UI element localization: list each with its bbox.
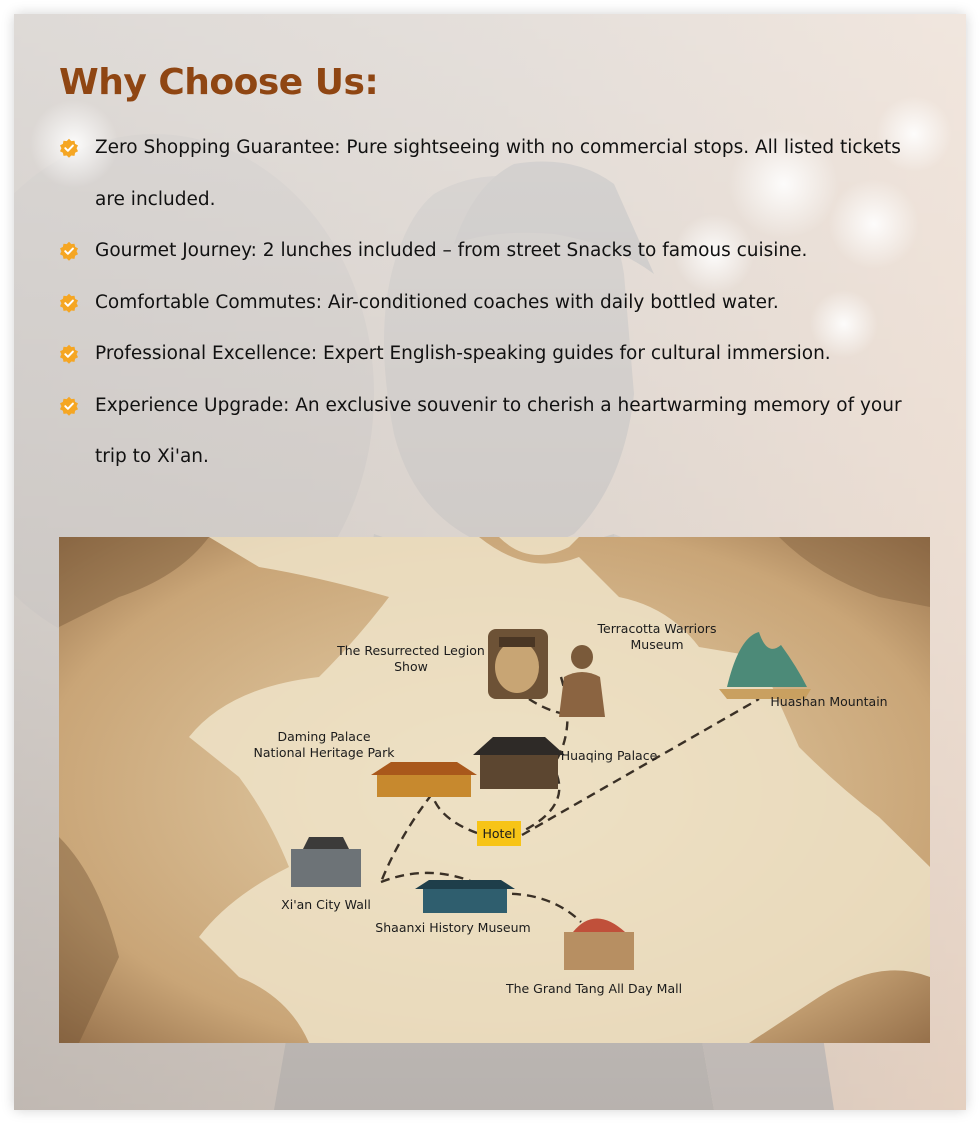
benefit-item — [59, 328, 929, 380]
terracotta-label: Terracotta Warriors Museum — [597, 621, 717, 652]
benefit-text: Gourmet Journey: 2 lunches included – from street Snacks to famous cuisine. — [95, 240, 808, 261]
huaqing-label: Huaqing Palace — [560, 748, 658, 763]
verified-badge-icon — [59, 293, 79, 313]
daming-label: Daming Palace National Heritage Park — [253, 729, 395, 760]
verified-badge-icon — [59, 138, 79, 158]
huashan-label: Huashan Mountain — [770, 694, 888, 709]
benefit-text: Experience Upgrade: An exclusive souvenir to cherish a heartwarming memory of your trip to Xi'an. — [95, 394, 902, 467]
verified-badge-icon — [59, 396, 79, 416]
benefit-text: Comfortable Commutes: Air-conditioned coaches with daily bottled water. — [95, 291, 779, 313]
shaanxi-museum-label: Shaanxi History Museum — [375, 920, 531, 935]
legion-show-label: The Resurrected Legion Show — [337, 643, 485, 674]
benefit-text: Zero Shopping Guarantee: Pure sightseeing with no commercial stops. All listed tickets are included. — [95, 137, 901, 210]
hotel-hub-label: Hotel — [477, 821, 521, 846]
grand-tang-label: The Grand Tang All Day Mall — [505, 981, 683, 996]
benefit-item — [59, 225, 929, 277]
benefit-item — [59, 380, 929, 483]
map-artwork — [59, 537, 930, 1043]
benefit-item — [59, 122, 929, 225]
city-wall-label: Xi'an City Wall — [281, 897, 371, 912]
verified-badge-icon — [59, 241, 79, 261]
benefits-list — [59, 122, 929, 483]
benefit-text: Professional Excellence: Expert English-speaking guides for cultural immersion. — [95, 343, 831, 364]
legion-show-illustration — [488, 629, 548, 699]
itinerary-map — [59, 537, 930, 1043]
promo-page — [14, 14, 966, 1110]
benefit-item — [59, 277, 929, 329]
daming-illustration — [371, 762, 477, 797]
huaqing-illustration — [473, 737, 565, 789]
verified-badge-icon — [59, 344, 79, 364]
section-heading: Why Choose Us: — [59, 62, 379, 103]
shaanxi-museum-illustration — [415, 880, 515, 913]
